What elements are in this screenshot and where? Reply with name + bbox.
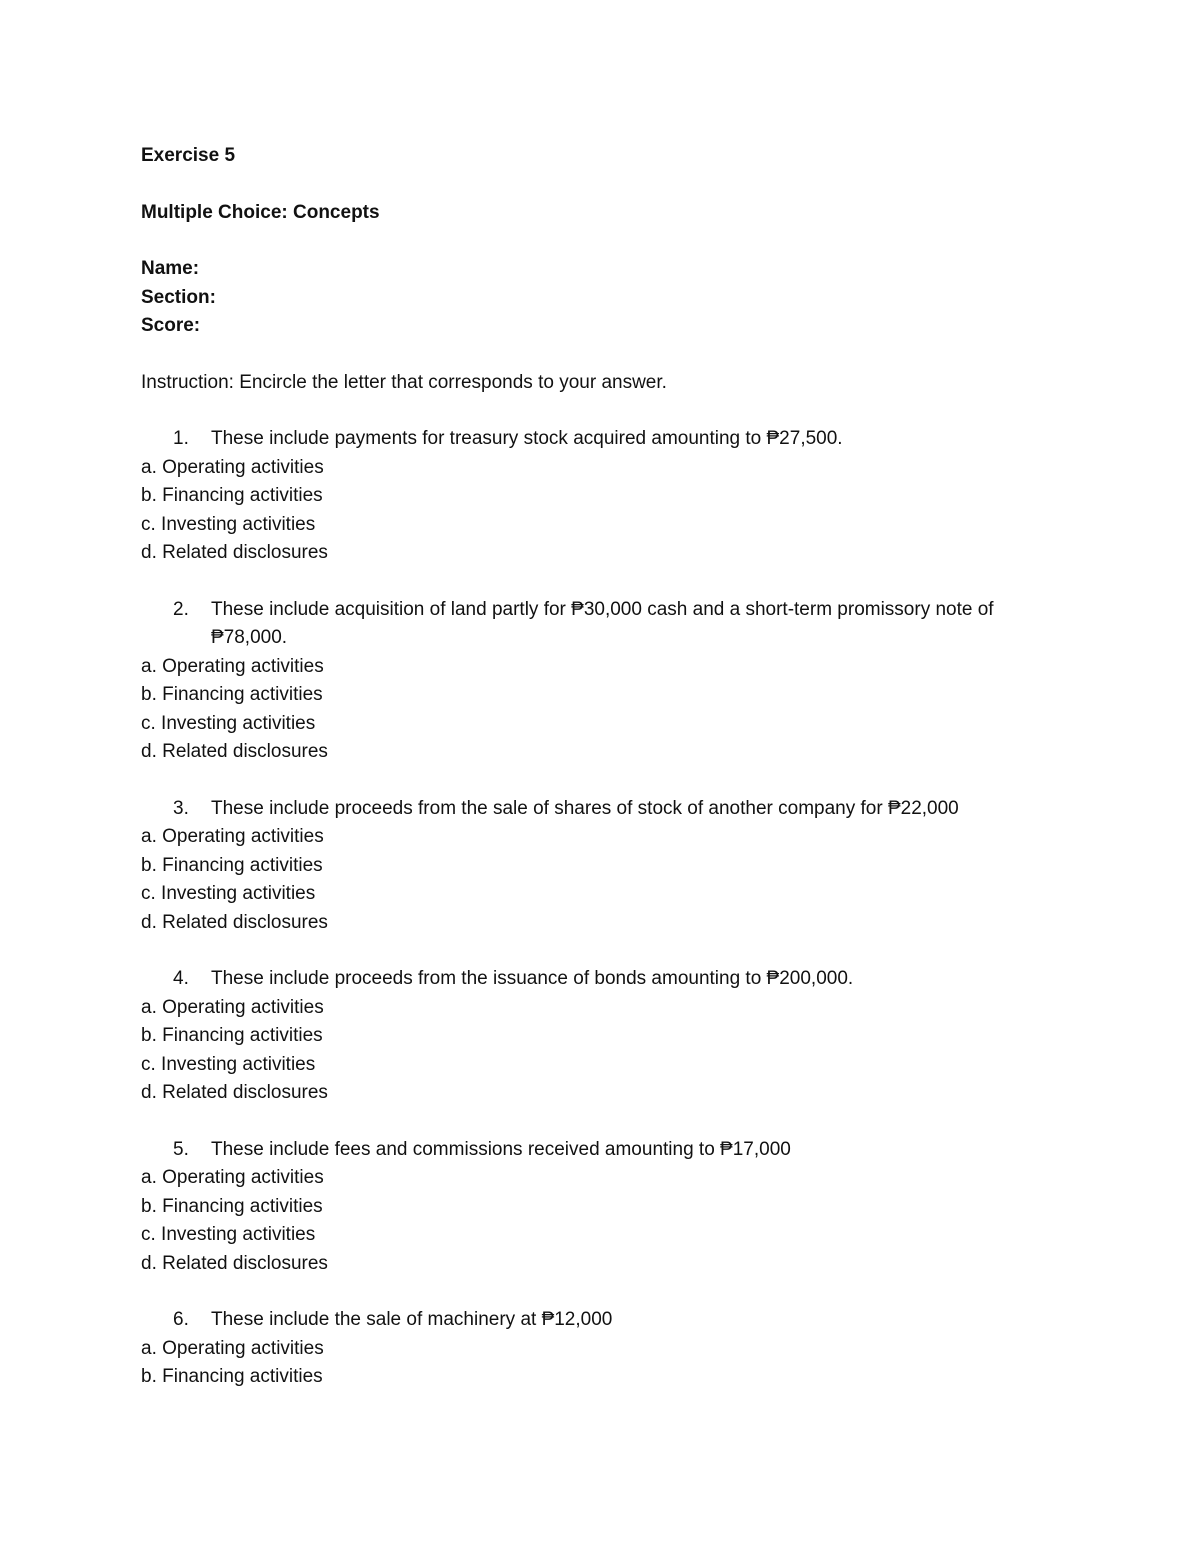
question-2 bbox=[141, 596, 1061, 767]
question-number: 4. bbox=[173, 968, 189, 989]
option-d[interactable]: d. Related disclosures bbox=[141, 1252, 328, 1274]
question-number: 5. bbox=[173, 1138, 189, 1160]
option-c[interactable]: c. Investing activities bbox=[141, 513, 316, 535]
exercise-subtitle: Multiple Choice: Concepts bbox=[141, 201, 380, 223]
document-content bbox=[141, 142, 1061, 1392]
question-stem bbox=[141, 1136, 1061, 1165]
option-b[interactable]: b. Financing activities bbox=[141, 1195, 323, 1217]
option-a[interactable]: a. Operating activities bbox=[141, 1337, 324, 1359]
option-a[interactable]: a. Operating activities bbox=[141, 826, 324, 847]
question-stem bbox=[141, 425, 1061, 454]
question-text: These include payments for treasury stock acquired amounting to ₱27,500. bbox=[211, 428, 843, 449]
question-text: These include proceeds from the issuance of bonds amounting to ₱200,000. bbox=[211, 968, 854, 989]
exercise-title: Exercise 5 bbox=[141, 145, 236, 166]
option-a[interactable]: a. Operating activities bbox=[141, 1167, 324, 1188]
question-5 bbox=[141, 1136, 1061, 1279]
option-a[interactable]: a. Operating activities bbox=[141, 456, 324, 478]
option-b[interactable]: b. Financing activities bbox=[141, 485, 323, 506]
option-d[interactable]: d. Related disclosures bbox=[141, 741, 328, 762]
option-c[interactable]: c. Investing activities bbox=[141, 712, 316, 734]
option-c[interactable]: c. Investing activities bbox=[141, 1224, 316, 1245]
option-b[interactable]: b. Financing activities bbox=[141, 854, 323, 876]
question-stem bbox=[141, 1306, 1061, 1335]
question-stem bbox=[141, 965, 1061, 994]
question-text: These include fees and commissions received amounting to ₱17,000 bbox=[211, 1138, 791, 1160]
option-b[interactable]: b. Financing activities bbox=[141, 1025, 323, 1046]
instruction-text: Instruction: Encircle the letter that corresponds to your answer. bbox=[141, 371, 667, 393]
option-c[interactable]: c. Investing activities bbox=[141, 883, 316, 904]
question-1 bbox=[141, 425, 1061, 568]
option-b[interactable]: b. Financing activities bbox=[141, 1366, 323, 1387]
question-text: These include acquisition of land partly for ₱30,000 cash and a short-term promissory note of ₱78,000. bbox=[211, 598, 994, 648]
question-6 bbox=[141, 1306, 1061, 1392]
question-stem bbox=[141, 596, 1061, 653]
question-3 bbox=[141, 795, 1061, 938]
question-number: 3. bbox=[173, 797, 189, 819]
question-number: 2. bbox=[173, 598, 189, 620]
option-d[interactable]: d. Related disclosures bbox=[141, 542, 328, 563]
score-field-label: Score: bbox=[141, 315, 201, 336]
question-text: These include the sale of machinery at ₱12,000 bbox=[211, 1309, 613, 1330]
student-info-fields bbox=[141, 255, 1061, 341]
question-number: 6. bbox=[173, 1309, 189, 1330]
option-a[interactable]: a. Operating activities bbox=[141, 996, 324, 1018]
option-d[interactable]: d. Related disclosures bbox=[141, 911, 328, 933]
question-text: These include proceeds from the sale of shares of stock of another company for ₱22,000 bbox=[211, 797, 959, 819]
option-d[interactable]: d. Related disclosures bbox=[141, 1082, 328, 1103]
question-4 bbox=[141, 965, 1061, 1108]
option-b[interactable]: b. Financing activities bbox=[141, 684, 323, 705]
name-field-label: Name: bbox=[141, 258, 200, 279]
option-a[interactable]: a. Operating activities bbox=[141, 655, 324, 677]
option-c[interactable]: c. Investing activities bbox=[141, 1053, 316, 1075]
question-number: 1. bbox=[173, 428, 189, 449]
section-field-label: Section: bbox=[141, 286, 216, 308]
question-stem bbox=[141, 795, 1061, 824]
